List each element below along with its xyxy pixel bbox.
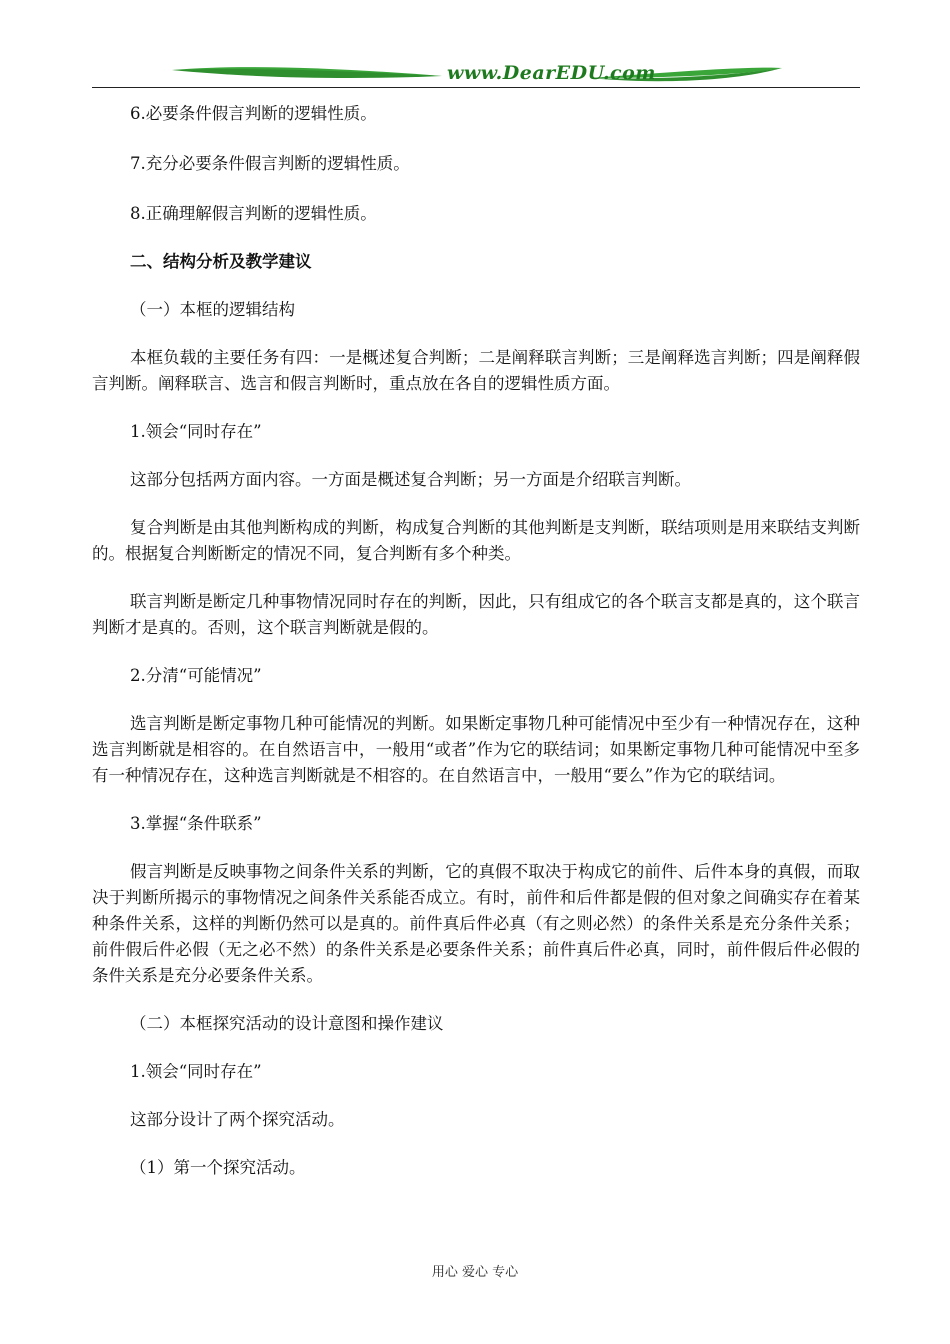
document-body [92,97,860,1181]
point-heading-2: 2.分清“可能情况” [130,666,262,685]
header-rule [92,87,860,88]
point-heading-4: 1.领会“同时存在” [130,1062,262,1081]
paragraph-1: 本框负载的主要任务有四：一是概述复合判断；二是阐释联言判断；三是阐释选言判断；四是阐释假言判断。阐释联言、选言和假言判断时，重点放在各自的逻辑性质方面。 [92,348,860,393]
list-item-8: 8.正确理解假言判断的逻辑性质。 [130,204,377,223]
activity-item-1: （1）第一个探究活动。 [130,1158,306,1177]
list-item-6: 6.必要条件假言判断的逻辑性质。 [130,104,377,123]
site-logo-text: www.DearEDU.com [447,62,656,84]
paragraph-7: 这部分设计了两个探究活动。 [130,1110,345,1129]
paragraph-5: 选言判断是断定事物几种可能情况的判断。如果断定事物几种可能情况中至少有一种情况存在，这种选言判断就是相容的。在自然语言中，一般用“或者”作为它的联结词；如果断定事物几种可能情况中至多有一种情况存在，这种选言判断就是不相容的。在自然语言中，一般用“要么”作为它的联结词。 [92,714,860,785]
subsection-heading-2: （二）本框探究活动的设计意图和操作建议 [130,1014,444,1033]
subsection-heading-1: （一）本框的逻辑结构 [130,300,295,319]
paragraph-6: 假言判断是反映事物之间条件关系的判断，它的真假不取决于构成它的前件、后件本身的真假，而取决于判断所揭示的事物情况之间条件关系能否成立。有时，前件和后件都是假的但对象之间确实存在着某种条件关系，这样的判断仍然可以是真的。前件真后件必真（有之则必然）的条件关系是充分条件关系；前件假后件必假（无之必不然）的条件关系是必要条件关系；前件真后件必真，同时，前件假后件必假的条件关系是充分必要条件关系。 [92,862,860,985]
paragraph-4: 联言判断是断定几种事物情况同时存在的判断，因此，只有组成它的各个联言支都是真的，这个联言判断才是真的。否则，这个联言判断就是假的。 [92,592,860,637]
page-footer: 用心 爱心 专心 [431,1265,519,1280]
list-item-7: 7.充分必要条件假言判断的逻辑性质。 [130,154,410,173]
paragraph-3: 复合判断是由其他判断构成的判断，构成复合判断的其他判断是支判断，联结项则是用来联结支判断的。根据复合判断断定的情况不同，复合判断有多个种类。 [92,518,860,563]
point-heading-3: 3.掌握“条件联系” [130,814,262,833]
section-heading-2: 二、结构分析及教学建议 [130,252,312,271]
paragraph-2: 这部分包括两方面内容。一方面是概述复合判断；另一方面是介绍联言判断。 [130,470,691,489]
point-heading-1: 1.领会“同时存在” [130,422,262,441]
